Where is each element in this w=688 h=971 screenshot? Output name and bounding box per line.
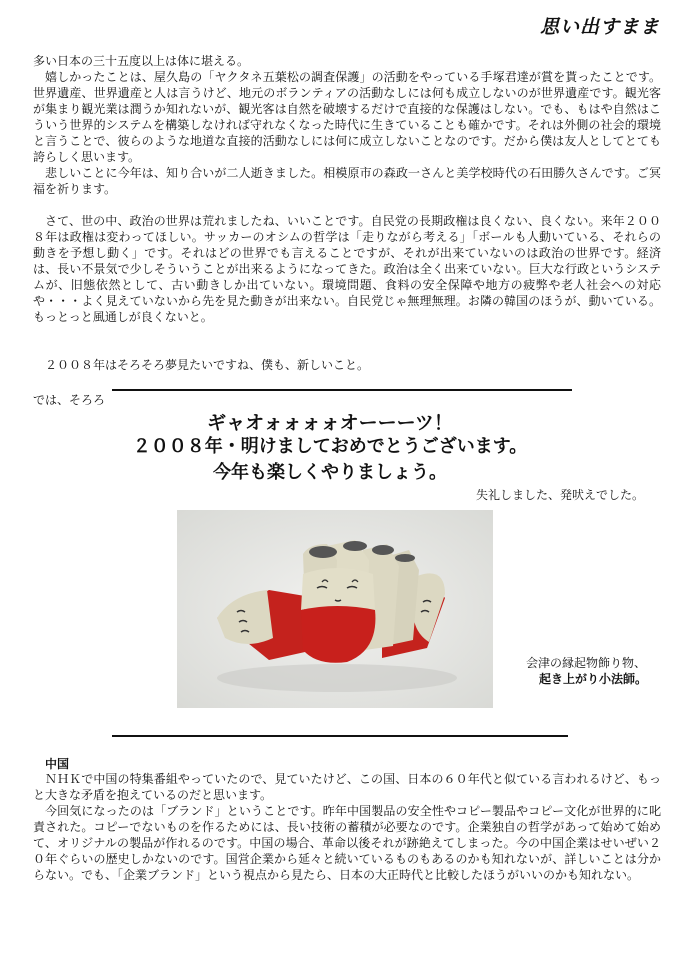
happy-paragraph: 嬉しかったことは、屋久島の「ヤクタネ五葉松の調査保護」の活動をやっている手塚君達が賞を貰ったことです。世界遺産、世界遺産と人は言うけど、地元のボランティアの活動なしには何も成立しないのが世界遺産です。観光客が集まり観光業は潤うか知れないが、観光客は自然を破壊するだけで直接的な保護はしない。でも、もはや自然はこういう世界的システムを構築しなければ守れなくなった時代に生きていることも確かです。それは外側の社会的環境と言うことで、彼らのような地道な直接的活動なしには何に成立しないことなのです。だから僕は友人としてとても誇らしく思います。	[33, 70, 661, 164]
greeting-signoff: 失礼しました、発吠えでした。	[476, 488, 645, 502]
greeting-roar: ギャオォォォォオーーーツ！	[207, 412, 453, 434]
divider-top	[112, 389, 572, 391]
greeting-enjoy: 今年も楽しくやりましょう。	[213, 462, 447, 483]
photo-caption-line2: 起き上がり小法師。	[539, 672, 648, 686]
china-paragraph-2: 今回気になったのは「ブランド」ということです。昨年中国製品の安全性やコピー製品やコピー文化が世界的に叱責された。コピーでないものを作るためには、長い技術の蓄積が必要なのです。企業独自の哲学があって始めて始めて、オリジナルの製品が作れるのです。中国の場合、革命以後それが跡絶えてしまった。今の中国企業はせいぜい２０年ぐらいの歴史しかないのです。国営企業から延々と続いているものもあるのかも知れないが、詳しいことは分からない。でも、「企業ブランド」という視点から見たら、日本の大正時代と比較したほうがいいのかも知れない。	[33, 804, 661, 882]
politics-paragraph: さて、世の中、政治の世界は荒れましたね、いいことです。自民党の長期政権は良くない、良くない。来年２００８年は政権は変わってほしい。サッカーのオシムの哲学は「走りながら考える」「ボールも人動いている、それらの動きを予想し動く」です。それはどの世界でも言えることですが、それが出来ていないのは政治の世界です。経済は、長い不景気で少しそういうことが出来るようになってきた。政治は全く出来ていない。巨大な行政というシステムが、旧態依然として、古い動きしか出ていない。環境問題、食料の安全保障や地方の疲弊や老人社会への対応や・・・よく見えていないから先を見た動きが出来ない。自民党じゃ無理無理。お隣の韓国のほうが、動いている。もっとっと風通しが良くないと。	[33, 214, 661, 324]
section-title-china: 中国	[45, 757, 70, 771]
china-paragraph-1: ＮＨＫで中国の特集番組やっていたので、見ていたけど、この国、日本の６０年代と似ている言われるけど、もっと大きな矛盾を抱えているのだと思います。	[33, 772, 661, 802]
okiagari-koboshi-illustration	[177, 510, 493, 708]
dream-paragraph: ２００８年はそろそろ夢見たいですね、僕も、新しいこと。	[45, 358, 370, 372]
photo-caption-line1: 会津の縁起物飾り物、	[526, 656, 647, 670]
okiagari-koboshi-photo	[177, 510, 493, 708]
page-title: 思い出すまま	[539, 16, 660, 38]
greeting-lead: では、そろろ	[33, 393, 106, 407]
divider-bottom	[112, 735, 568, 737]
sad-paragraph: 悲しいことに今年は、知り合いが二人逝きました。相模原市の森政一さんと美学校時代の石田勝久さんです。ご冥福を祈ります。	[33, 166, 661, 196]
intro-line: 多い日本の三十五度以上は体に堪える。	[33, 54, 250, 68]
greeting-new-year: ２００８年・明けましておめでとうございます。	[132, 436, 528, 457]
